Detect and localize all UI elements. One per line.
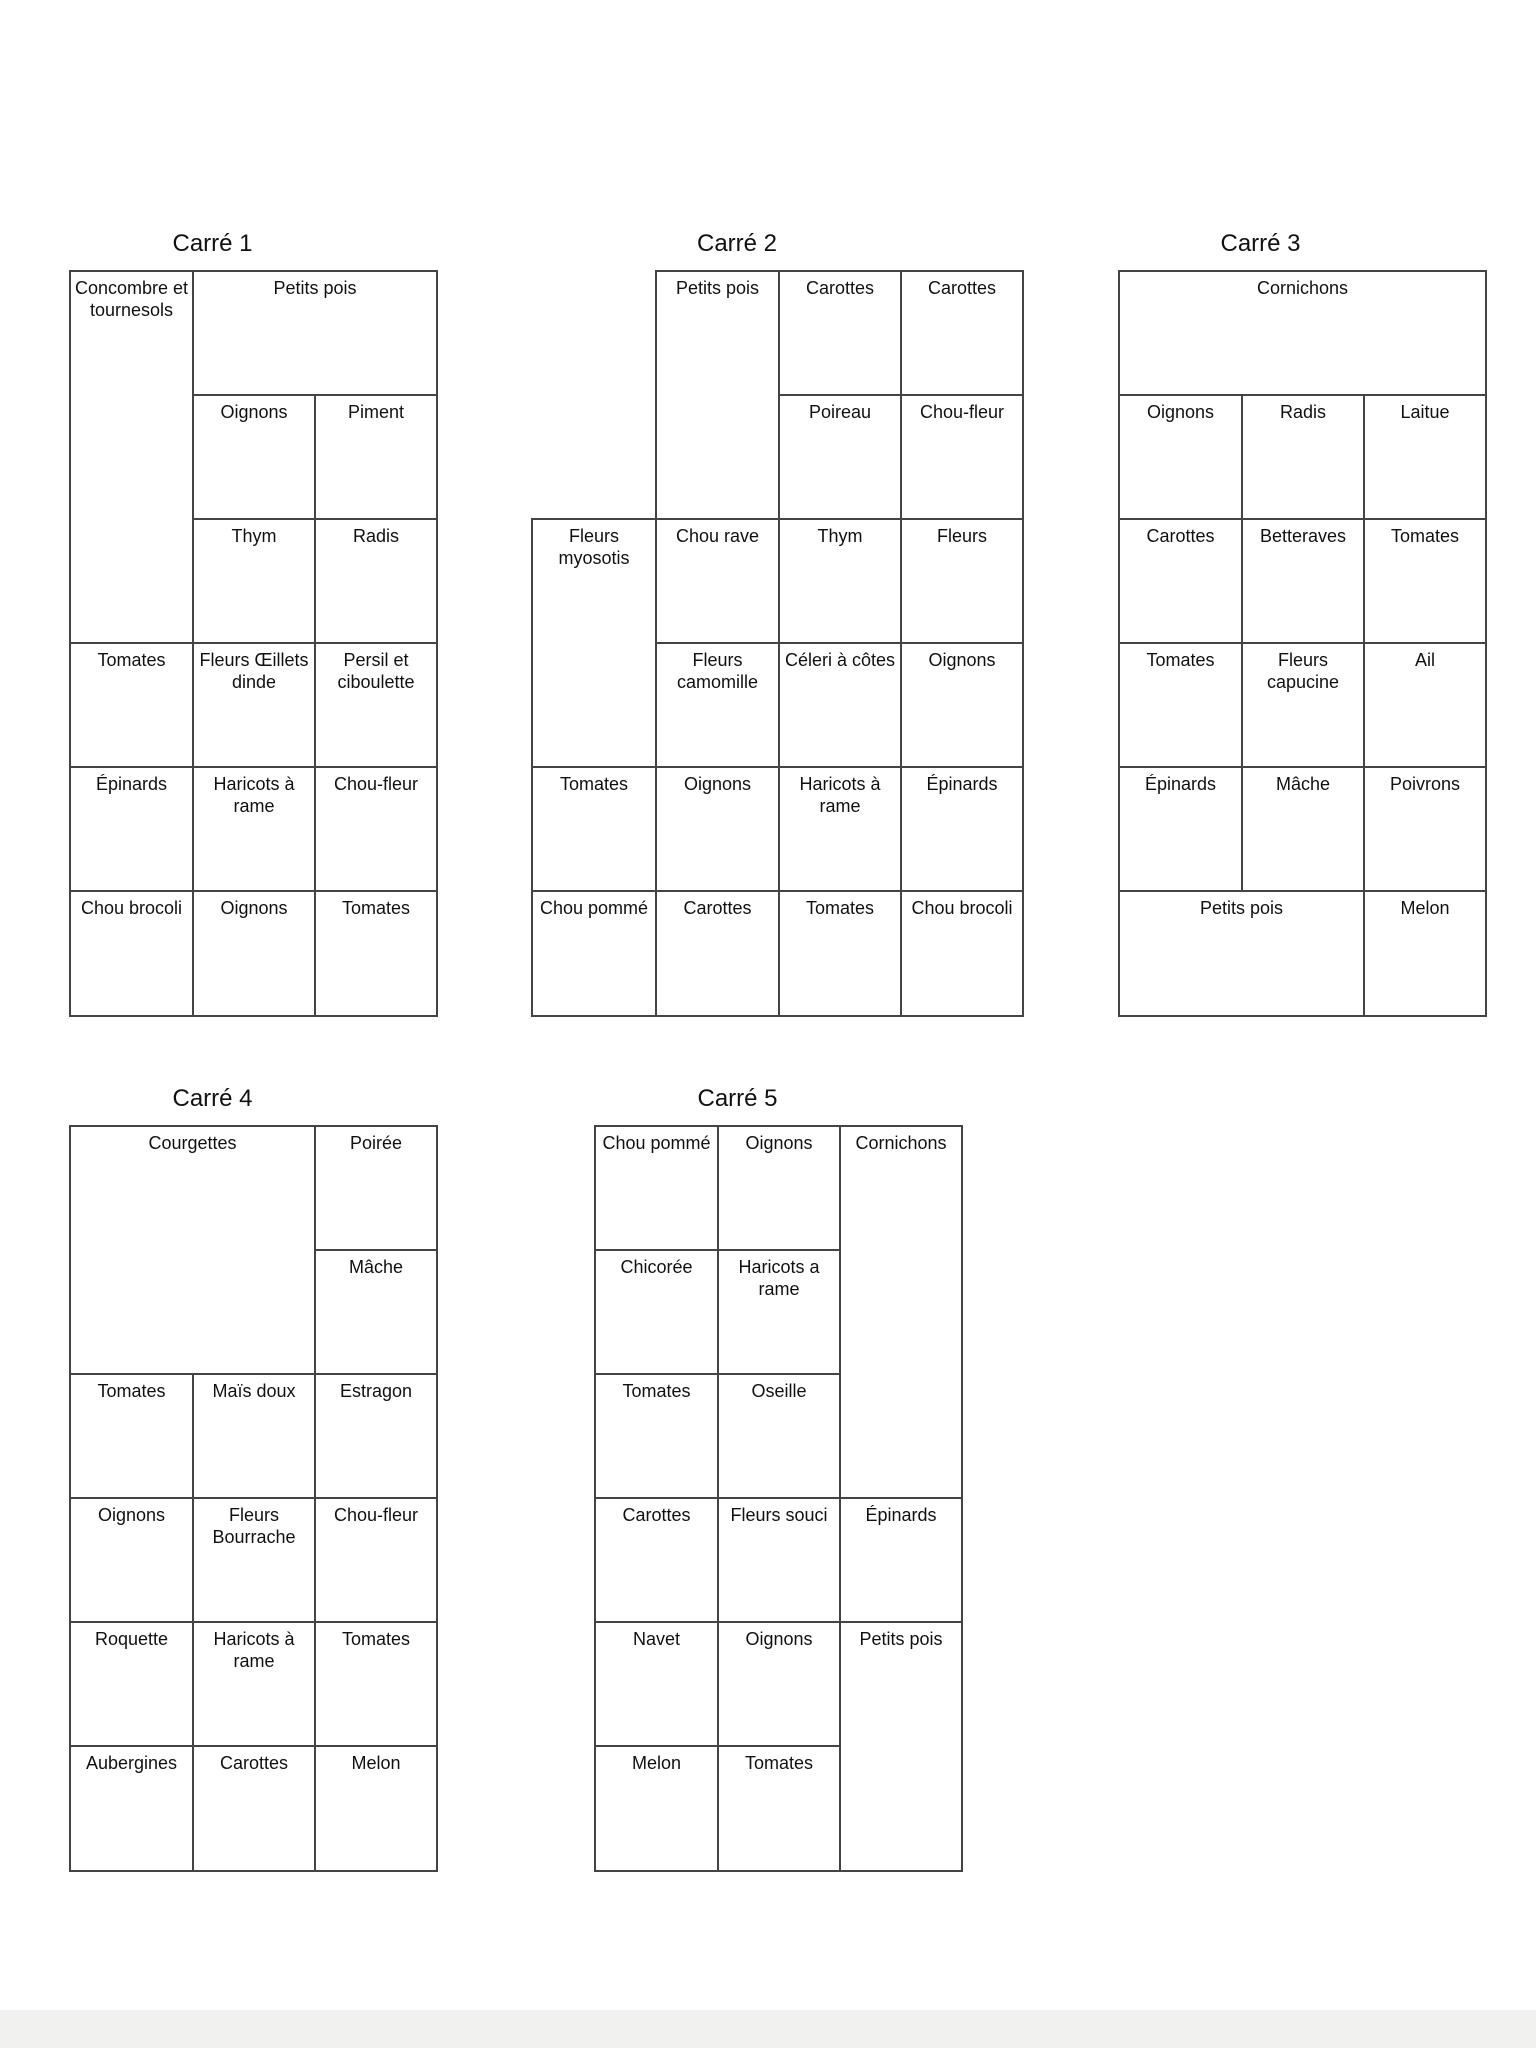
square-2-cell: Chou rave [655, 518, 780, 644]
square-1-cell: Tomates [69, 642, 194, 768]
square-2-cell: Petits pois [655, 270, 780, 520]
square-5-cell: Cornichons [839, 1125, 963, 1499]
square-1-cell: Piment [314, 394, 438, 520]
square-2-cell: Épinards [900, 766, 1024, 892]
square-2-cell: Fleurs [900, 518, 1024, 644]
square-5-cell: Tomates [717, 1745, 841, 1872]
square-2-cell: Chou-fleur [900, 394, 1024, 520]
square-5-cell: Haricots a rame [717, 1249, 841, 1375]
square-1-cell: Tomates [314, 890, 438, 1017]
square-4-cell: Mâche [314, 1249, 438, 1375]
footer-band [0, 2010, 1536, 2048]
square-4-cell: Chou-fleur [314, 1497, 438, 1623]
square-1-cell: Fleurs Œillets dinde [192, 642, 316, 768]
square-4-cell: Tomates [69, 1373, 194, 1499]
square-1-cell: Petits pois [192, 270, 438, 396]
square-4-cell: Melon [314, 1745, 438, 1872]
square-5-cell: Fleurs souci [717, 1497, 841, 1623]
square-2-cell: Haricots à rame [778, 766, 902, 892]
square-4-cell: Haricots à rame [192, 1621, 316, 1747]
square-1-cell: Épinards [69, 766, 194, 892]
square-3-cell: Fleurs capucine [1241, 642, 1365, 768]
square-1-cell: Oignons [192, 394, 316, 520]
square-5-cell: Tomates [594, 1373, 719, 1499]
square-2-cell: Carottes [778, 270, 902, 396]
square-1-cell: Chou-fleur [314, 766, 438, 892]
square-3-cell: Laitue [1363, 394, 1487, 520]
square-3-cell: Petits pois [1118, 890, 1365, 1017]
square-5-cell: Oignons [717, 1621, 841, 1747]
square-4-cell: Courgettes [69, 1125, 316, 1375]
square-3-cell: Mâche [1241, 766, 1365, 892]
square-3-cell: Radis [1241, 394, 1365, 520]
square-2-cell: Thym [778, 518, 902, 644]
square-4-cell: Oignons [69, 1497, 194, 1623]
square-1-cell: Thym [192, 518, 316, 644]
square-2-cell: Céleri à côtes [778, 642, 902, 768]
square-5-cell: Melon [594, 1745, 719, 1872]
square-2-cell: Poireau [778, 394, 902, 520]
square-2-cell: Fleurs myosotis [531, 518, 657, 768]
square-4-cell: Poirée [314, 1125, 438, 1251]
square-2-cell: Oignons [900, 642, 1024, 768]
square-3-cell: Tomates [1363, 518, 1487, 644]
square-3-cell: Betteraves [1241, 518, 1365, 644]
square-3-cell: Melon [1363, 890, 1487, 1017]
square-3-cell: Ail [1363, 642, 1487, 768]
square-1-cell: Radis [314, 518, 438, 644]
square-5-cell: Carottes [594, 1497, 719, 1623]
square-2-cell: Oignons [655, 766, 780, 892]
square-1-cell: Haricots à rame [192, 766, 316, 892]
square-4-cell: Maïs doux [192, 1373, 316, 1499]
square-1-cell: Oignons [192, 890, 316, 1017]
square-1-title: Carré 1 [172, 230, 253, 257]
square-3-title: Carré 3 [1220, 230, 1301, 257]
square-2-cell: Carottes [900, 270, 1024, 396]
square-4-cell: Estragon [314, 1373, 438, 1499]
square-4-cell: Fleurs Bourrache [192, 1497, 316, 1623]
square-4-cell: Carottes [192, 1745, 316, 1872]
square-2-cell: Fleurs camomille [655, 642, 780, 768]
square-3-cell: Cornichons [1118, 270, 1487, 396]
square-5-cell: Petits pois [839, 1621, 963, 1872]
square-2-cell: Carottes [655, 890, 780, 1017]
square-3-cell: Carottes [1118, 518, 1243, 644]
square-5-cell: Oignons [717, 1125, 841, 1251]
square-5-cell: Chou pommé [594, 1125, 719, 1251]
square-5-cell: Chicorée [594, 1249, 719, 1375]
square-1-cell: Concombre et tournesols [69, 270, 194, 644]
square-5-cell: Oseille [717, 1373, 841, 1499]
square-2-cell: Tomates [531, 766, 657, 892]
square-4-cell: Aubergines [69, 1745, 194, 1872]
square-2-cell: Tomates [778, 890, 902, 1017]
square-2-title: Carré 2 [696, 230, 778, 257]
square-2-cell: Chou brocoli [900, 890, 1024, 1017]
square-5-title: Carré 5 [697, 1085, 778, 1112]
square-5-cell: Épinards [839, 1497, 963, 1623]
square-4-cell: Tomates [314, 1621, 438, 1747]
square-3-cell: Épinards [1118, 766, 1243, 892]
square-3-cell: Poivrons [1363, 766, 1487, 892]
square-1-cell: Chou brocoli [69, 890, 194, 1017]
square-4-cell: Roquette [69, 1621, 194, 1747]
square-3-cell: Oignons [1118, 394, 1243, 520]
square-3-cell: Tomates [1118, 642, 1243, 768]
square-5-cell: Navet [594, 1621, 719, 1747]
square-1-cell: Persil et ciboulette [314, 642, 438, 768]
square-2-cell: Chou pommé [531, 890, 657, 1017]
square-4-title: Carré 4 [172, 1085, 253, 1112]
